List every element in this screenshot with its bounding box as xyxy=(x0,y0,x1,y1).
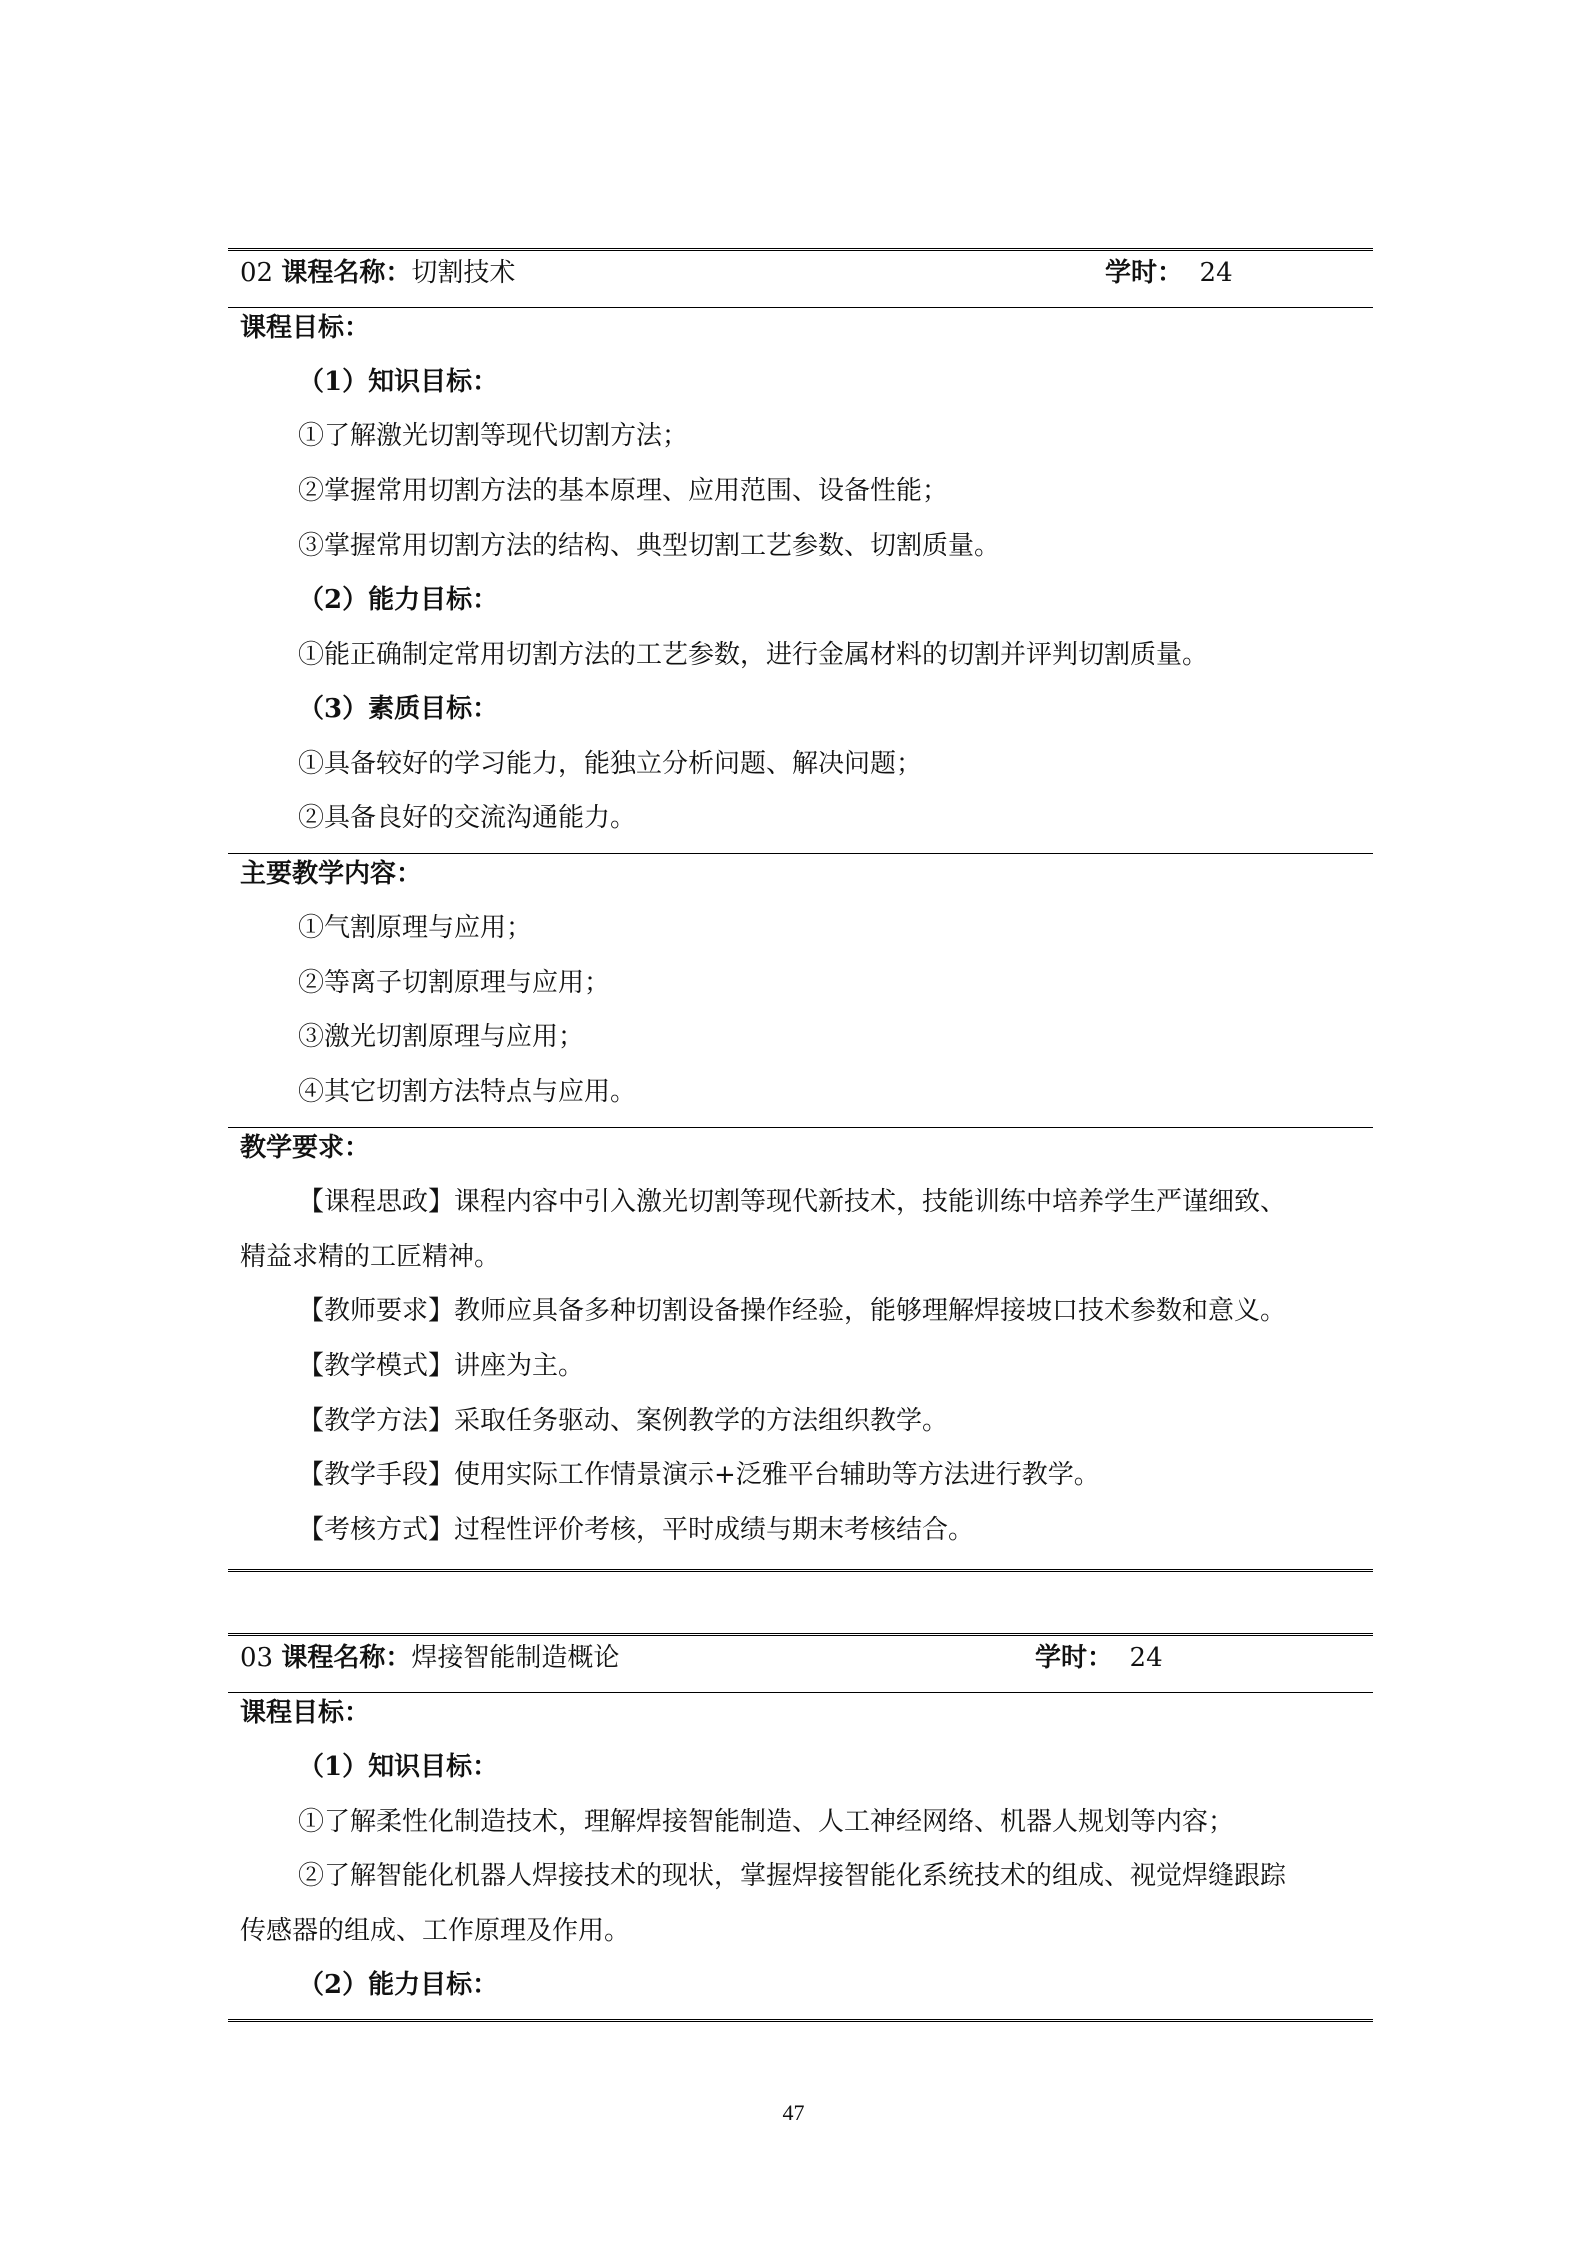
course-03-hours xyxy=(1035,1642,1163,1674)
course-03-name-label: 课程名称： xyxy=(281,1643,412,1673)
course-02-knowledge-1: ①了解激光切割等现代切割方法； xyxy=(298,421,689,451)
course-02-ability-title: （2）能力目标： xyxy=(298,585,499,615)
course-02-block xyxy=(228,248,1373,1578)
course-02-name: 切割技术 xyxy=(411,258,516,288)
course-03-header-rule xyxy=(228,1692,1373,1693)
course-02-header xyxy=(240,257,515,289)
course-03-bottom-rule xyxy=(228,2019,1373,2024)
course-02-quality-title: （3）素质目标： xyxy=(298,694,499,724)
course-03-block xyxy=(228,1633,1373,2033)
course-02-hours xyxy=(1105,257,1233,289)
course-03-name: 焊接智能制造概论 xyxy=(411,1643,620,1673)
course-03-header xyxy=(240,1642,619,1674)
course-03-hours-label: 学时： xyxy=(1035,1643,1114,1673)
course-02-req-title: 教学要求： xyxy=(240,1133,371,1163)
course-02-goals-rule xyxy=(228,853,1373,854)
course-02-top-rule xyxy=(228,248,1373,253)
course-02-content-title: 主要教学内容： xyxy=(240,859,423,889)
course-02-req-means: 【教学手段】使用实际工作情景演示+泛雅平台辅助等方法进行教学。 xyxy=(298,1460,1100,1490)
course-02-req-mode: 【教学模式】讲座为主。 xyxy=(298,1351,585,1381)
course-02-req-assessment: 【考核方式】过程性评价考核，平时成绩与期末考核结合。 xyxy=(298,1515,975,1545)
course-02-name-label: 课程名称： xyxy=(281,258,412,288)
course-02-content-rule xyxy=(228,1127,1373,1128)
course-02-content-2: ②等离子切割原理与应用； xyxy=(298,968,611,998)
page-number: 47 xyxy=(782,2100,805,2125)
course-03-knowledge-title: （1）知识目标： xyxy=(298,1752,499,1782)
course-02-quality-2: ②具备良好的交流沟通能力。 xyxy=(298,803,637,833)
course-02-goals-title: 课程目标： xyxy=(240,313,371,343)
course-02-content-4: ④其它切割方法特点与应用。 xyxy=(298,1077,637,1107)
course-02-ability-1: ①能正确制定常用切割方法的工艺参数，进行金属材料的切割并评判切割质量。 xyxy=(298,640,1209,670)
course-03-knowledge-2-line2: 传感器的组成、工作原理及作用。 xyxy=(240,1916,631,1946)
course-02-number: 02 xyxy=(240,258,274,288)
course-03-hours-value: 24 xyxy=(1129,1643,1163,1673)
course-02-bottom-rule xyxy=(228,1569,1373,1574)
course-02-req-teacher: 【教师要求】教师应具备多种切割设备操作经验，能够理解焊接坡口技术参数和意义。 xyxy=(298,1296,1287,1326)
course-02-hours-label: 学时： xyxy=(1105,258,1184,288)
course-03-number: 03 xyxy=(240,1643,274,1673)
course-02-req-ideology-line2: 精益求精的工匠精神。 xyxy=(240,1242,501,1272)
course-02-quality-1: ①具备较好的学习能力，能独立分析问题、解决问题； xyxy=(298,749,923,779)
course-03-knowledge-1: ①了解柔性化制造技术，理解焊接智能制造、人工神经网络、机器人规划等内容； xyxy=(298,1807,1235,1837)
course-02-content-1: ①气割原理与应用； xyxy=(298,913,533,943)
course-02-req-ideology-line1: 【课程思政】课程内容中引入激光切割等现代新技术，技能训练中培养学生严谨细致、 xyxy=(298,1187,1287,1217)
course-03-goals-title: 课程目标： xyxy=(240,1698,371,1728)
course-02-knowledge-3: ③掌握常用切割方法的结构、典型切割工艺参数、切割质量。 xyxy=(298,531,1001,561)
course-02-knowledge-title: （1）知识目标： xyxy=(298,367,499,397)
course-03-top-rule xyxy=(228,1633,1373,1638)
course-02-header-rule xyxy=(228,307,1373,308)
course-02-knowledge-2: ②掌握常用切割方法的基本原理、应用范围、设备性能； xyxy=(298,476,949,506)
course-03-knowledge-2-line1: ②了解智能化机器人焊接技术的现状，掌握焊接智能化系统技术的组成、视觉焊缝跟踪 xyxy=(298,1861,1287,1891)
course-02-hours-value: 24 xyxy=(1199,258,1233,288)
course-02-req-method: 【教学方法】采取任务驱动、案例教学的方法组织教学。 xyxy=(298,1406,949,1436)
course-02-content-3: ③激光切割原理与应用； xyxy=(298,1022,585,1052)
course-03-ability-title: （2）能力目标： xyxy=(298,1970,499,2000)
